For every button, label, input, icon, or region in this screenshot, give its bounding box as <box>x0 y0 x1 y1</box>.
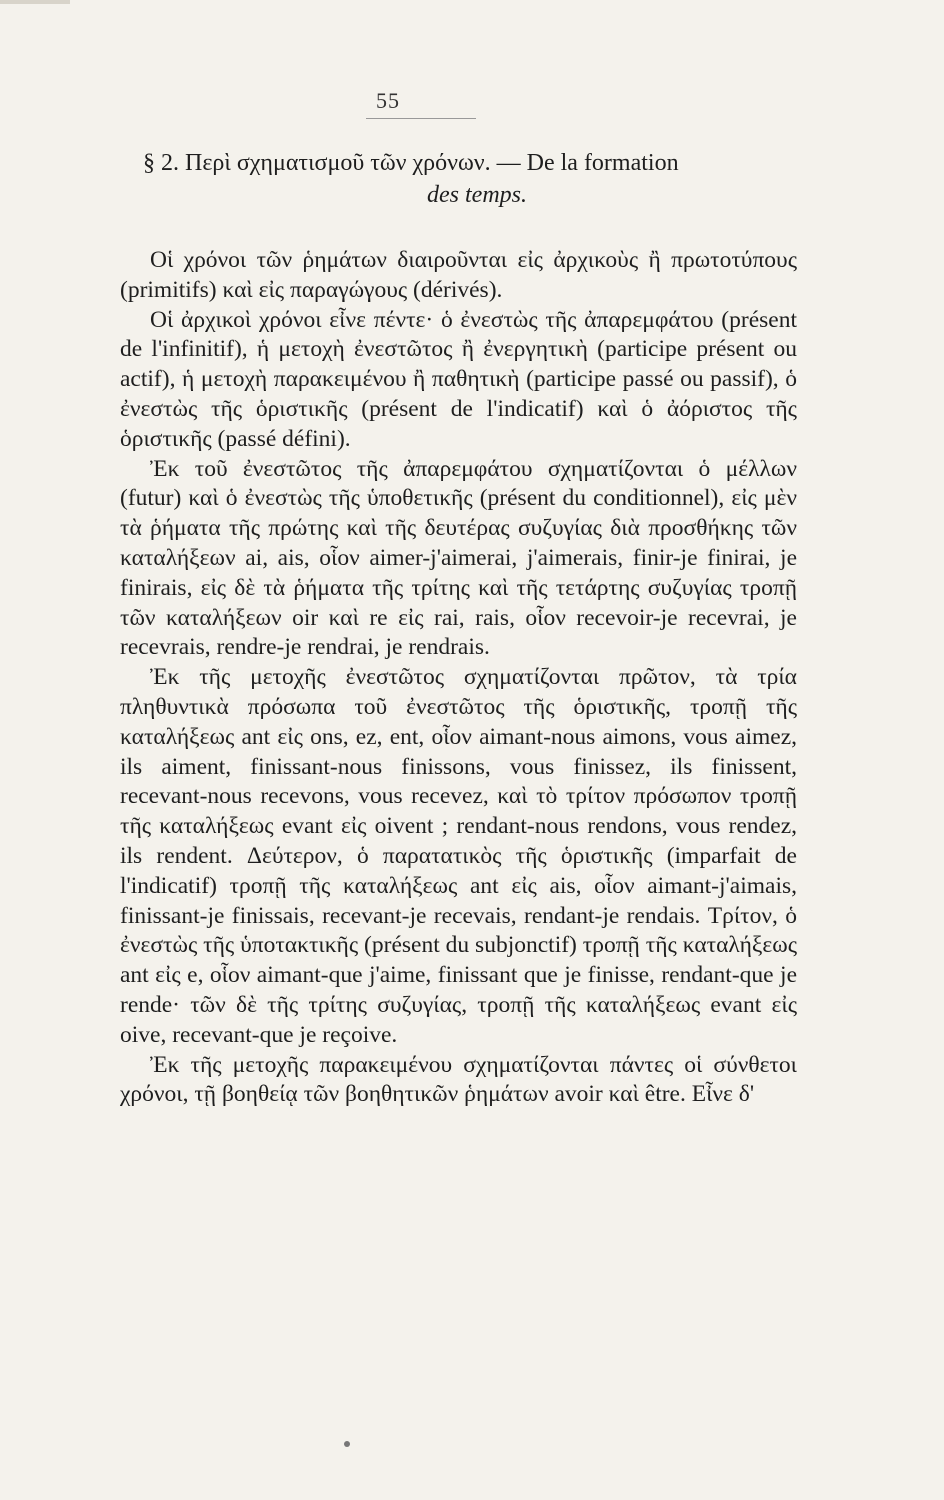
paragraph-future-conditional: Ἐκ τοῦ ἐνεστῶτος τῆς ἀπαρεμφάτου σχηματίζονται ὁ μέλλων (futur) καὶ ὁ ἐνεστὼς τῆς ὑποθετικῆς (présent du conditionnel), εἰς μὲν τὰ ῥήματα τῆς πρώτης καὶ τῆς δευτέρας συζυγίας διὰ προσθήκης τῶν καταλήξεων ai, ais, οἷον aimer-j'aimerai, j'aimerais, finir-je finirai, je finirais, εἰς δὲ τὰ ῥήματα τῆς τρίτης καὶ τῆς τετάρτης συζυγίας τροπῇ τῶν καταλήξεων oir καὶ re εἰς rai, rais, οἷον recevoir-je recevrai, je recevrais, rendre-je rendrai, je rendrais. <box>120 455 797 661</box>
section-heading-line-2: des temps. <box>427 182 527 208</box>
paragraph-primitive-tenses: Οἱ ἀρχικοὶ χρόνοι εἶνε πέντε· ὁ ἐνεστὼς τῆς ἀπαρεμφάτου (présent de l'infinitif), ἡ μετοχὴ ἐνεστῶτος ἢ ἐνεργητικὴ (participe présent ou actif), ἡ μετοχὴ παρακειμένου ἢ παθητικὴ (participe passé ou passif), ὁ ἐνεστὼς τῆς ὁριστικῆς (présent de l'indicatif) καὶ ὁ ἀόριστος τῆς ὁριστικῆς (passé défini). <box>120 306 797 452</box>
page-number-rule <box>366 118 476 119</box>
paragraph-tenses-division: Οἱ χρόνοι τῶν ῥημάτων διαιροῦνται εἰς ἀρχικοὺς ἢ πρωτοτύπους (primitifs) καὶ εἰς παραγώγους (dérivés). <box>120 247 797 303</box>
paragraph-present-participle-derivations: Ἐκ τῆς μετοχῆς ἐνεστῶτος σχηματίζονται πρῶτον, τὰ τρία πληθυντικὰ πρόσωπα τοῦ ἐνεστῶτος τῆς ὁριστικῆς, τροπῇ τῆς καταλήξεως ant εἰς ons, ez, ent, οἷον aimant-nous aimons, vous aimez, ils aiment, finissant-nous finissons, vous finissez, ils finissent, recevant-nous recevons, vous recevez, καὶ τὸ τρίτον πρόσωπον τροπῇ τῆς καταλήξεως evant εἰς oivent ; rendant-nous rendons, vous rendez, ils rendent. Δεύτερον, ὁ παρατατικὸς τῆς ὁριστικῆς (imparfait de l'indicatif) τροπῇ τῆς καταλήξεως ant εἰς ais, οἷον aimant-j'aimais, finissant-je finissais, recevant-je recevais, rendant-je rendais. Τρίτον, ὁ ἐνεστὼς τῆς ὑποτακτικῆς (présent du subjonctif) τροπῇ τῆς καταλήξεως ant εἰς e, οἷον aimant-que j'aime, finissant que je finisse, rendant-que je rende· τῶν δὲ τῆς τρίτης συζυγίας, τροπῇ τῆς καταλήξεως evant εἰς oive, recevant-que je reçoive. <box>120 664 797 1048</box>
page-speck <box>344 1441 350 1447</box>
page-edge-mark <box>0 0 70 4</box>
section-heading <box>143 147 803 211</box>
paragraph-compound-tenses: Ἐκ τῆς μετοχῆς παρακειμένου σχηματίζονται πάντες οἱ σύνθετοι χρόνοι, τῇ βοηθείᾳ τῶν βοηθητικῶν ῥημάτων avoir καὶ être. Εἶνε δ' <box>120 1051 797 1108</box>
body-text <box>120 246 797 1110</box>
section-heading-line-1: § 2. Περὶ σχηματισμοῦ τῶν χρόνων. — De la formation <box>143 150 679 176</box>
page-number: 55 <box>376 88 400 113</box>
